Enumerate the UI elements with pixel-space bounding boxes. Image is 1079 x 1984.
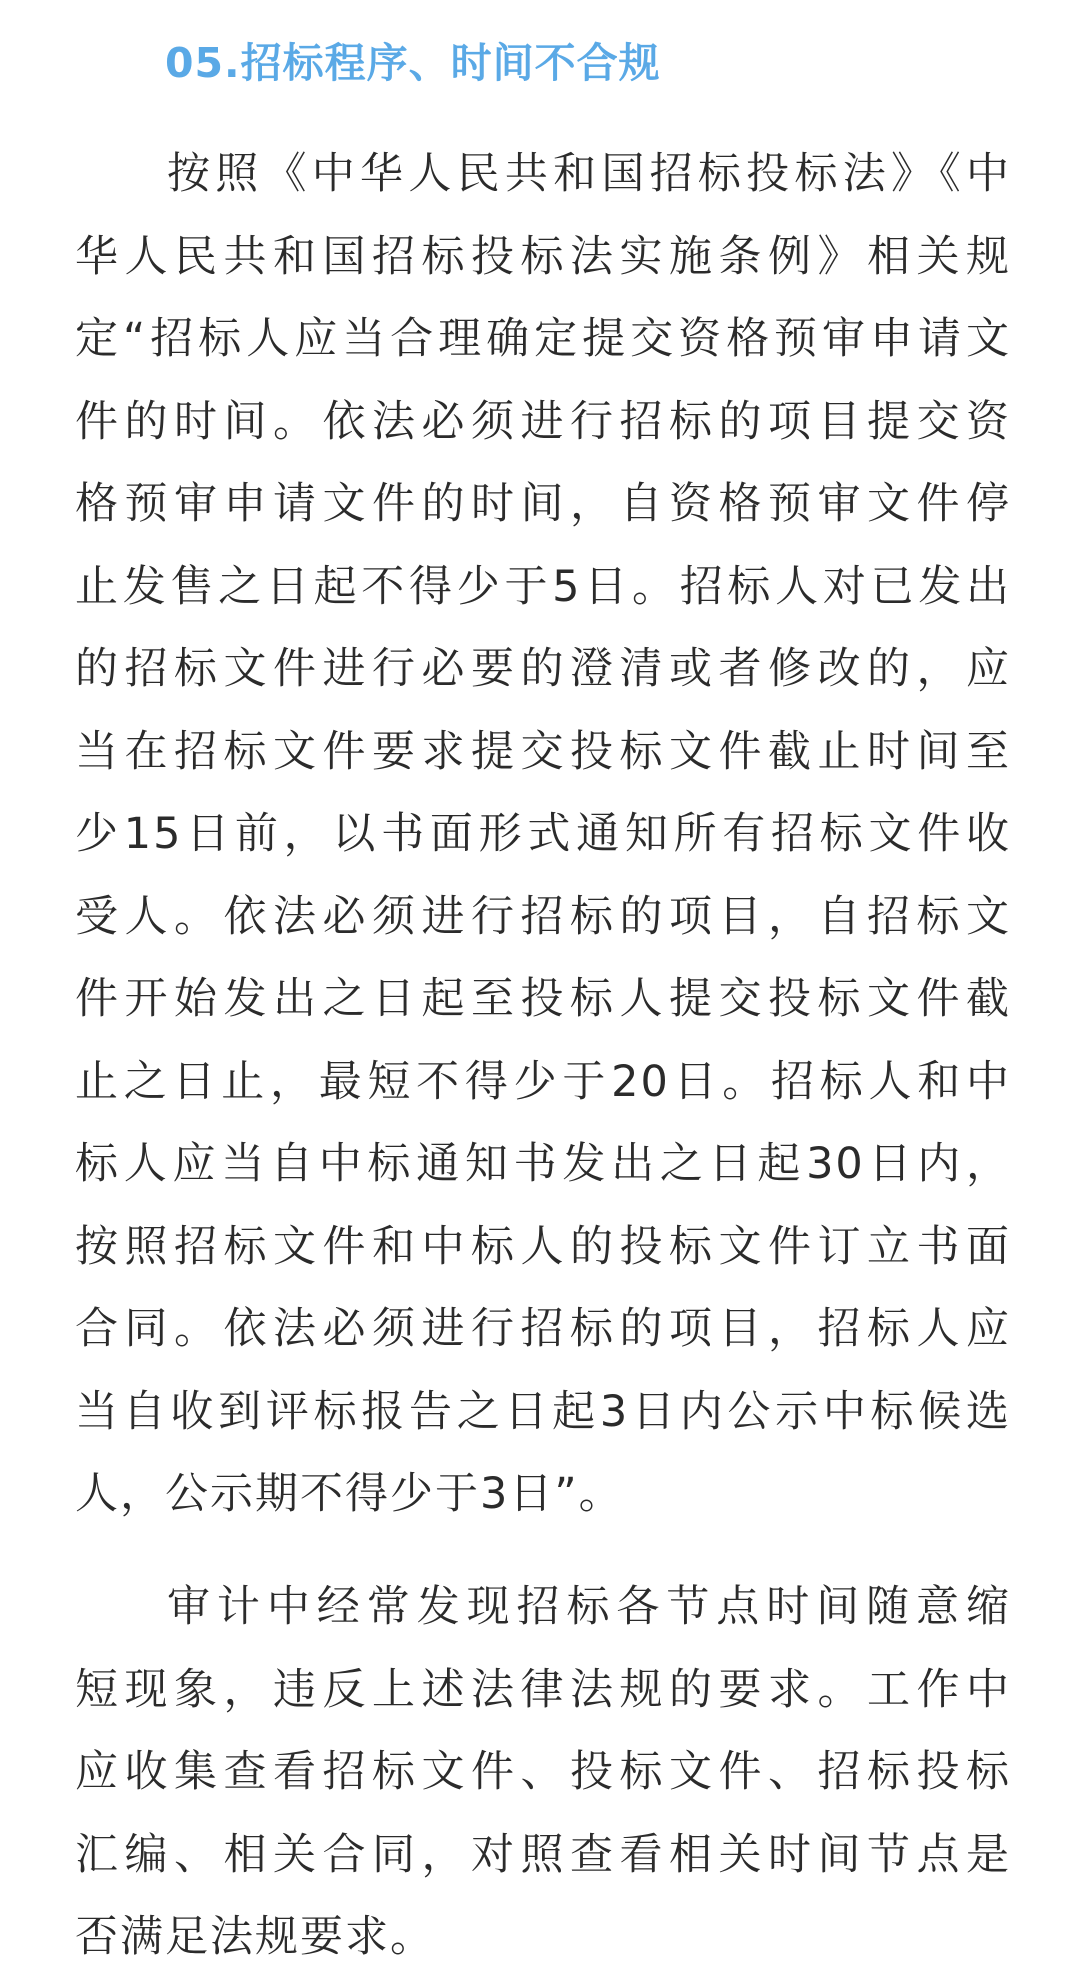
paragraph-line: 少15日前，以书面形式通知所有招标文件收: [75, 809, 1011, 859]
paragraph-line: 受人。依法必须进行招标的项目，自招标文: [75, 891, 1011, 942]
paragraph-line: 短现象，违反上述法律法规的要求。工作中: [75, 1664, 1011, 1715]
paragraph-line: 当自收到评标报告之日起3日内公示中标候选: [75, 1386, 1011, 1437]
paragraph-line: 按照招标文件和中标人的投标文件订立书面: [75, 1221, 1011, 1272]
paragraph-audit-findings: [75, 1566, 1011, 1979]
paragraph-line: 件开始发出之日起至投标人提交投标文件截: [75, 974, 1011, 1024]
paragraph-bidding-law: [75, 133, 1011, 1536]
paragraph-line: 华人民共和国招标投标法实施条例》相关规: [75, 231, 1011, 282]
paragraph-line: 格预审申请文件的时间，自资格预审文件停: [75, 479, 1011, 529]
paragraph-line: 件的时间。依法必须进行招标的项目提交资: [75, 396, 1011, 447]
paragraph-line: 人，公示期不得少于3日”。: [75, 1469, 624, 1519]
paragraph-line: 当在招标文件要求提交投标文件截止时间至: [75, 726, 1011, 777]
paragraph-line: 否满足法规要求。: [75, 1912, 435, 1962]
paragraph-line: 止之日止，最短不得少于20日。招标人和中: [75, 1056, 1011, 1107]
paragraph-line: 汇编、相关合同，对照查看相关时间节点是: [75, 1829, 1011, 1880]
paragraph-line: 的招标文件进行必要的澄清或者修改的，应: [75, 644, 1011, 694]
paragraph-line: 审计中经常发现招标各节点时间随意缩: [167, 1582, 1011, 1632]
section-title: 05.招标程序、时间不合规: [165, 39, 661, 87]
paragraph-line: 止发售之日起不得少于5日。招标人对已发出: [75, 561, 1011, 612]
paragraph-line: 标人应当自中标通知书发出之日起30日内，: [75, 1139, 1011, 1189]
paragraph-line: 合同。依法必须进行招标的项目，招标人应: [75, 1304, 1011, 1354]
paragraph-line: 定“招标人应当合理确定提交资格预审申请文: [75, 314, 1011, 364]
paragraph-line: 按照《中华人民共和国招标投标法》《中: [167, 149, 1011, 199]
paragraph-line: 应收集查看招标文件、投标文件、招标投标: [75, 1747, 1011, 1797]
